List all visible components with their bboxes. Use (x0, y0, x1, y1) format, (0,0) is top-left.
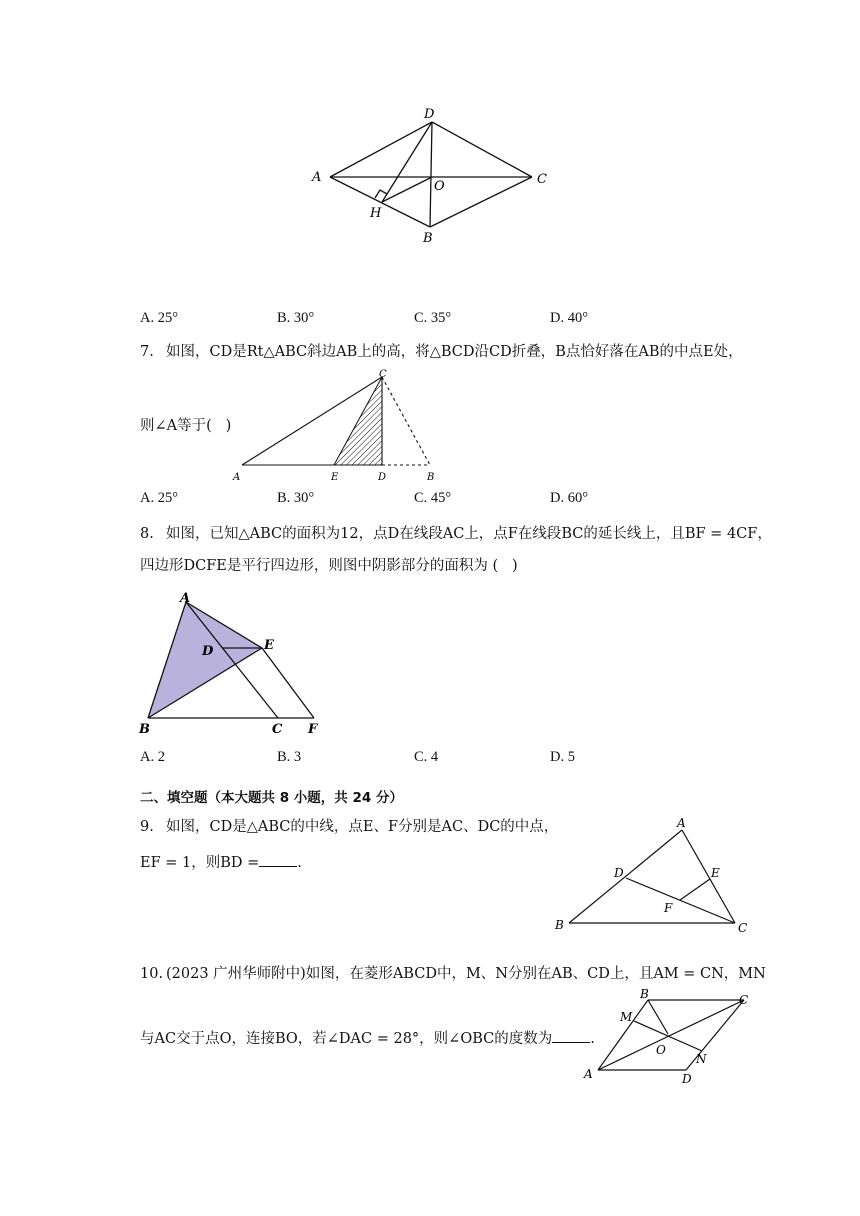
label-m: M (620, 1010, 633, 1024)
q7-option-d: D. 60° (550, 490, 589, 506)
label-b: B (423, 231, 433, 246)
q9-number: 9. (140, 819, 154, 835)
label-c: C (379, 369, 387, 380)
q6-option-b: B. 30° (277, 310, 315, 326)
label-d: D (424, 107, 435, 122)
q8-option-a: A. 2 (140, 749, 165, 765)
q7-option-c: C. 45° (414, 490, 452, 506)
q10-number: 10. (140, 966, 164, 982)
label-a: A (180, 591, 191, 606)
q10-line2 (140, 1028, 595, 1049)
label-a: A (677, 816, 686, 830)
q6-option-d: D. 40° (550, 310, 589, 326)
label-a: A (584, 1067, 593, 1081)
q8-option-b: B. 3 (277, 749, 302, 765)
figure-parallelogram-dcfe (132, 588, 332, 738)
q8-number: 8. (140, 526, 154, 542)
q10-line1 (140, 964, 766, 984)
q9-answer-blank[interactable] (259, 852, 297, 867)
label-b: B (555, 918, 564, 932)
section-heading-fill-in: 二、填空题（本大题共 8 小题，共 24 分） (140, 790, 403, 806)
label-f: F (664, 901, 673, 915)
q7-text-1: 如图，CD是Rt△ABC斜边AB上的高，将△BCD沿CD折叠，B点恰好落在AB的中点E处， (166, 344, 743, 360)
label-c: C (739, 993, 749, 1007)
figure-rhombus-abcd (300, 100, 560, 250)
q8-option-c: C. 4 (414, 749, 439, 765)
label-c: C (272, 722, 283, 737)
q10-text-2: 与AC交于点O，连接BO，若∠DAC = 28°，则∠OBC的度数为 (140, 1031, 553, 1047)
q8-line1 (140, 524, 772, 544)
label-c: C (738, 921, 748, 935)
q10-text-2-end: . (590, 1031, 595, 1047)
q8-option-d: D. 5 (550, 749, 575, 765)
q10-text-1: (2023 广州华师附中)如图，在菱形ABCD中，M、N分别在AB、CD上，且AM = CN，MN (166, 966, 766, 982)
q8-line2: 四边形DCFE是平行四边形，则图中阴影部分的面积为 ( ) (140, 558, 518, 574)
label-e: E (331, 472, 339, 483)
label-d: D (682, 1072, 692, 1084)
q7-number: 7. (140, 344, 154, 360)
label-o: O (434, 179, 445, 194)
label-d: D (614, 866, 624, 880)
figure-triangle-median (552, 812, 762, 940)
label-a: A (312, 170, 322, 185)
q9-line2 (140, 852, 302, 873)
label-b: B (139, 722, 150, 737)
q7-line2: 则∠A等于( ) (140, 418, 232, 434)
q6-option-a: A. 25° (140, 310, 179, 326)
figure-right-triangle-fold (228, 368, 448, 486)
label-e: E (264, 638, 274, 653)
label-n: N (696, 1052, 707, 1066)
q8-text-1: 如图，已知△ABC的面积为12，点D在线段AC上，点F在线段BC的延长线上，且BF = 4CF， (166, 526, 772, 542)
q9-line1 (140, 817, 558, 837)
q7-option-b: B. 30° (277, 490, 315, 506)
figure-rhombus-mn (578, 988, 758, 1084)
label-f: F (308, 722, 318, 737)
label-e: E (711, 866, 720, 880)
label-c: C (537, 172, 547, 187)
q6-option-c: C. 35° (414, 310, 452, 326)
label-b: B (427, 472, 435, 483)
label-b: B (640, 988, 649, 1001)
q9-text-1: 如图，CD是△ABC的中线，点E、F分别是AC、DC的中点， (166, 819, 559, 835)
label-o: O (656, 1043, 666, 1057)
label-h: H (370, 206, 382, 221)
label-d: D (378, 472, 387, 483)
q9-text-2-end: . (297, 855, 302, 871)
q7-line1 (140, 342, 743, 362)
q9-text-2: EF = 1，则BD = (140, 855, 260, 871)
label-d: D (202, 644, 214, 659)
q7-option-a: A. 25° (140, 490, 179, 506)
label-a: A (233, 472, 241, 483)
